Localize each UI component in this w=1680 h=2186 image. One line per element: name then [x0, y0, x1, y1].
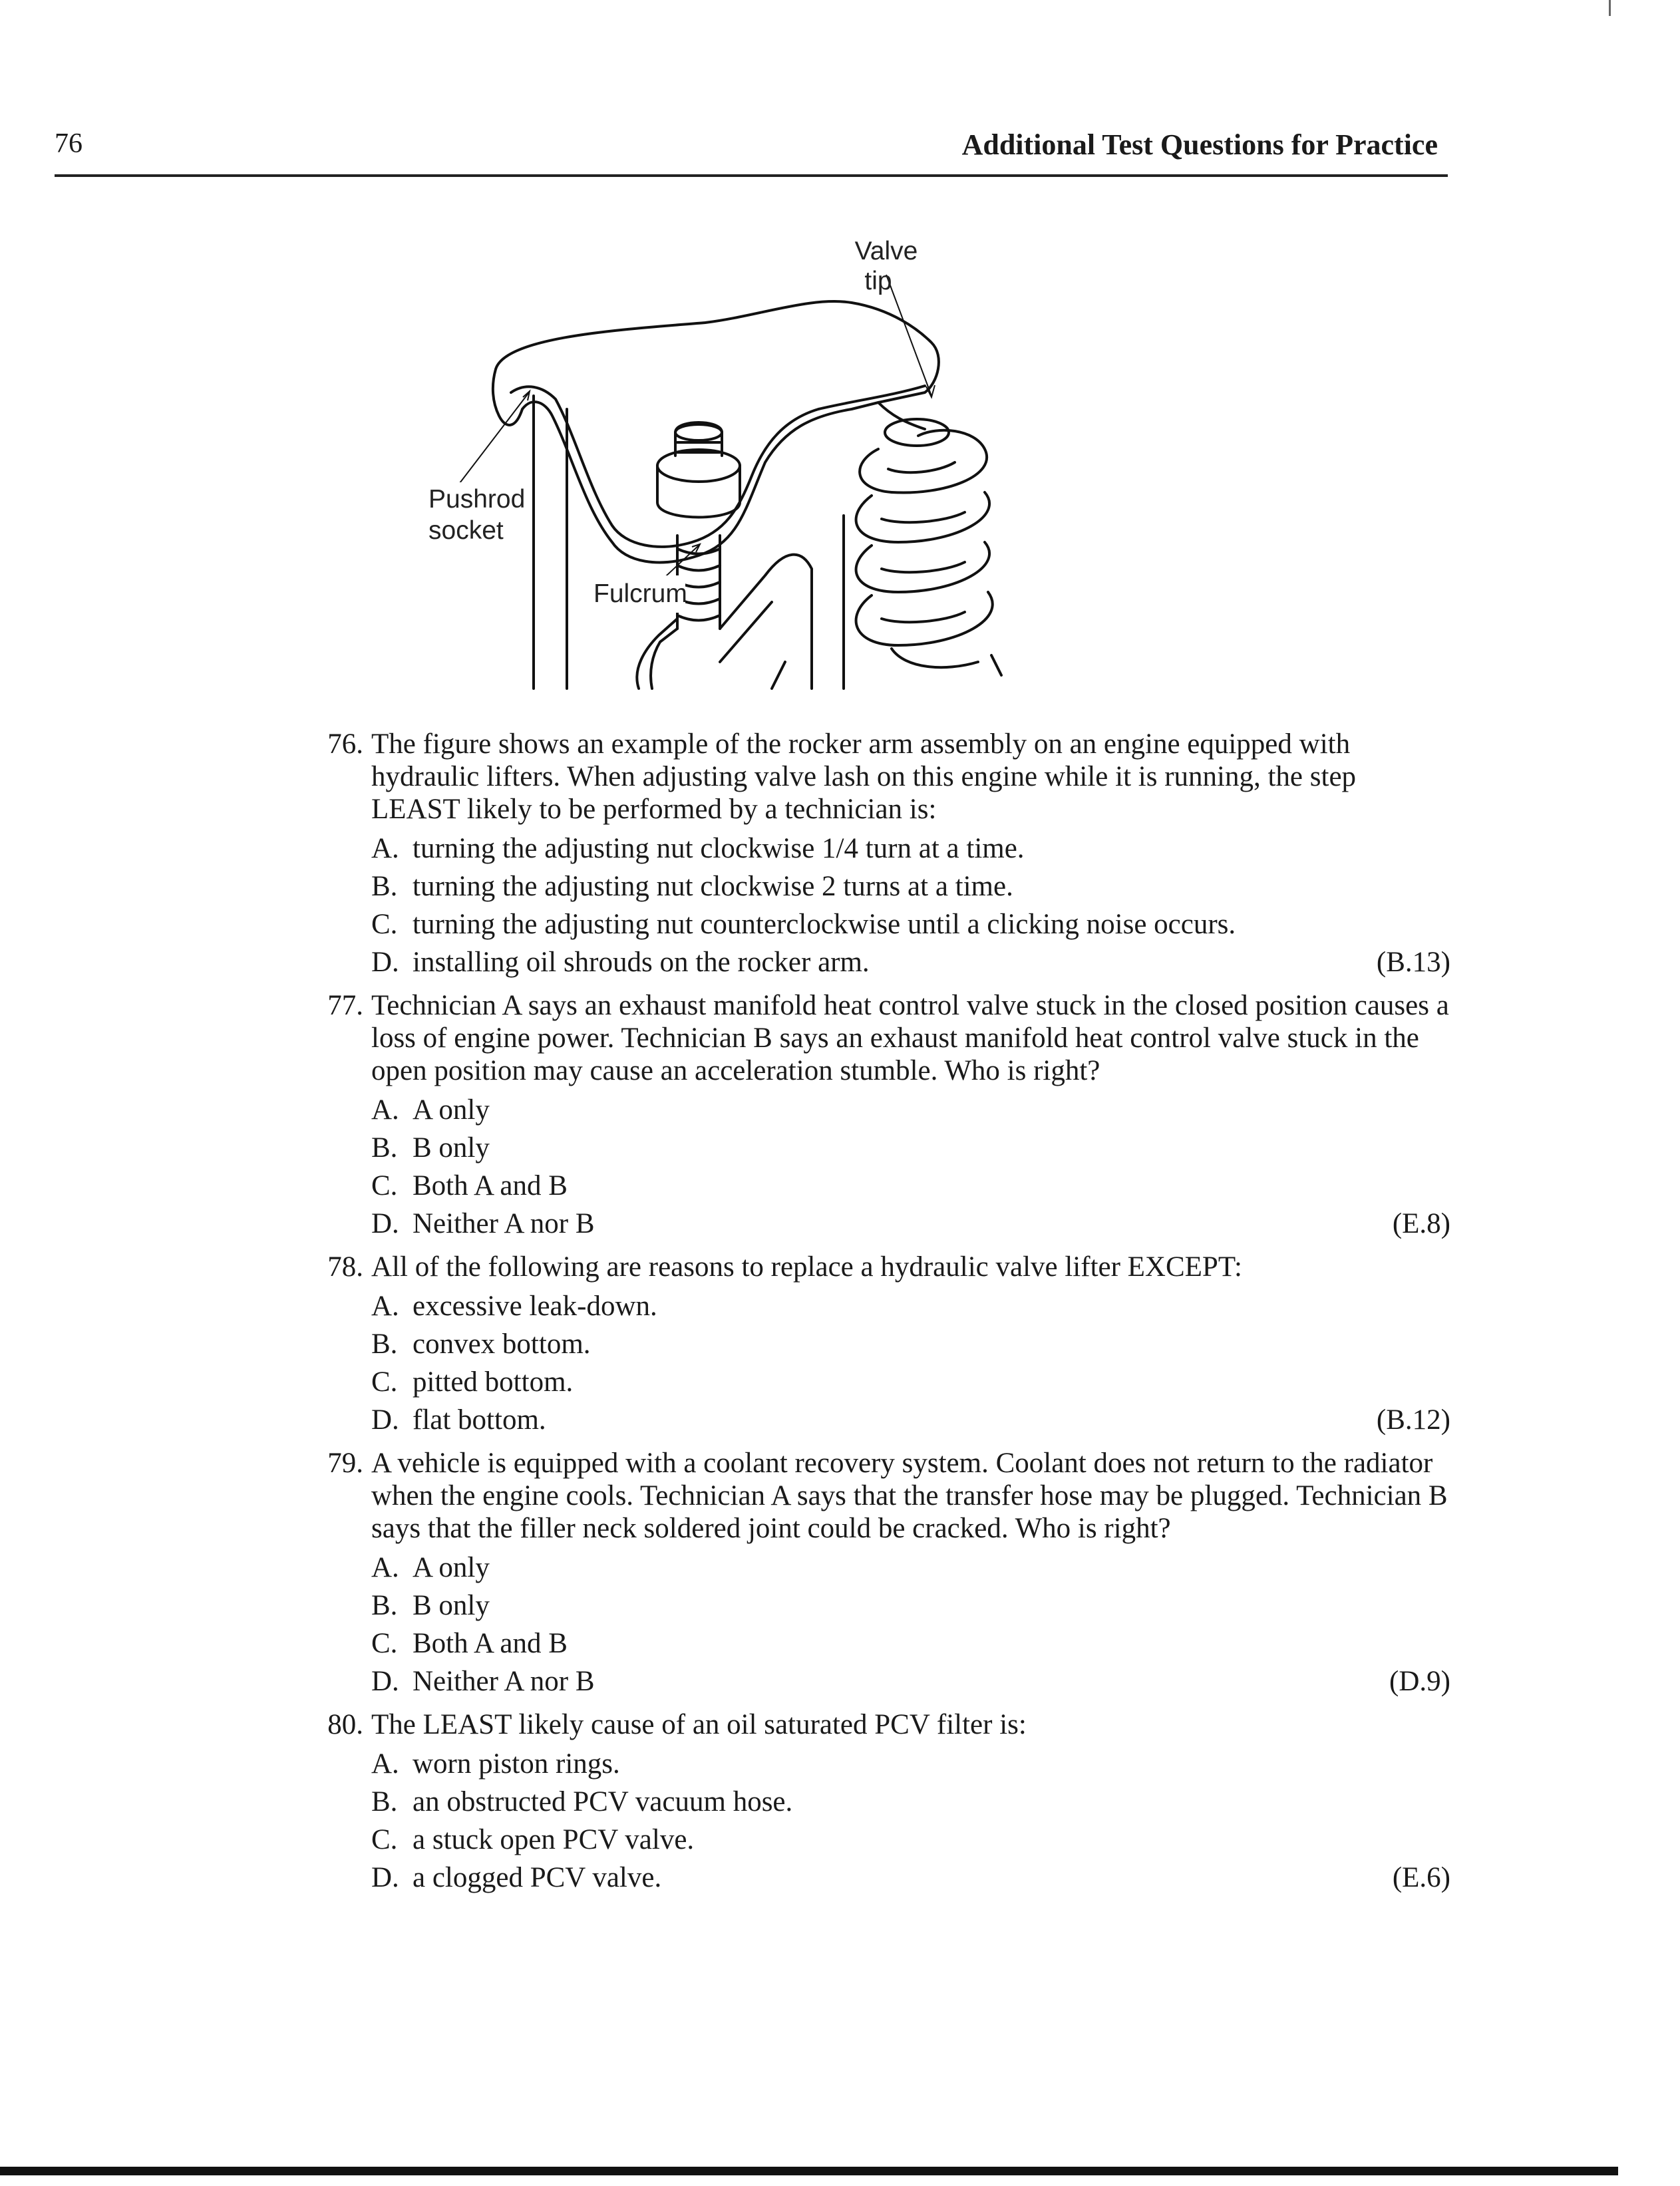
answer-option: [371, 1551, 1450, 1589]
option-letter: A.: [371, 1291, 399, 1322]
valve-stem-cap: [885, 419, 949, 446]
option-text: flat bottom.: [413, 1404, 546, 1436]
option-letter: B.: [371, 1786, 398, 1817]
option-text: pitted bottom.: [413, 1366, 574, 1398]
running-head: Additional Test Questions for Practice: [961, 128, 1438, 161]
page-number: 76: [55, 128, 83, 159]
option-text: turning the adjusting nut counterclockwise until a clicking noise occurs.: [413, 909, 1236, 940]
question-80: [311, 1708, 1450, 1899]
question-stem: Technician A says an exhaust manifold heat control valve stuck in the closed position causes a loss of engine power. Technician B says an exhaust manifold heat control valve stuck in the open position may cause an acceleration stumble. Who is right?: [371, 990, 1449, 1086]
rocker-arm-drawing: [413, 230, 1144, 695]
option-letter: B.: [371, 1132, 398, 1164]
question-79: [311, 1447, 1450, 1703]
option-text: a clogged PCV valve.: [413, 1862, 662, 1893]
fulcrum-nut-body: [657, 466, 740, 518]
option-letter: D.: [371, 1208, 399, 1239]
option-text: turning the adjusting nut clockwise 2 turns at a time.: [413, 871, 1013, 902]
question-stem: All of the following are reasons to replace a hydraulic valve lifter EXCEPT:: [371, 1251, 1242, 1283]
spring-coil-4: [856, 592, 993, 645]
task-reference: (E.8): [1392, 1208, 1450, 1239]
question-number: 77.: [327, 990, 363, 1021]
question-stem: A vehicle is equipped with a coolant recovery system. Coolant does not return to the radiator when the engine cools. Technician A says that the transfer hose may be plugged. Technician B says that the filler neck soldered joint could be cracked. Who is right?: [371, 1448, 1448, 1544]
question-stem: The figure shows an example of the rocker arm assembly on an engine equipped with hydraulic lifters. When adjusting valve lash on this engine while it is running, the step LEAST likely to be performed by a technician is:: [371, 728, 1357, 825]
option-text: Neither A nor B: [413, 1666, 595, 1697]
answer-option: [371, 1861, 1450, 1899]
option-letter: A.: [371, 833, 399, 864]
option-letter: C.: [371, 1366, 398, 1398]
spring-coil-2: [856, 492, 989, 542]
question-number: 78.: [327, 1251, 363, 1283]
stud-top-cap: [675, 424, 722, 440]
answer-option: [371, 1748, 1450, 1786]
answer-option: [371, 1132, 1450, 1170]
option-text: B only: [413, 1132, 490, 1164]
head-casting-left: [637, 619, 677, 689]
header-rule: [55, 174, 1448, 177]
option-letter: D.: [371, 947, 399, 978]
rocker-arm-outer: [493, 301, 939, 562]
option-letter: C.: [371, 1170, 398, 1201]
answer-option: [371, 946, 1450, 984]
option-letter: A.: [371, 1748, 399, 1780]
task-reference: (E.6): [1392, 1862, 1450, 1893]
answer-option: [371, 1665, 1450, 1703]
option-letter: B.: [371, 1590, 398, 1621]
question-77: [311, 989, 1450, 1245]
option-letter: A.: [371, 1094, 399, 1126]
option-letter: B.: [371, 871, 398, 902]
option-text: an obstructed PCV vacuum hose.: [413, 1786, 793, 1817]
fulcrum-nut-top: [657, 450, 740, 482]
answer-option: [371, 1404, 1450, 1442]
label-fulcrum: Fulcrum: [593, 579, 687, 608]
option-text: A only: [413, 1094, 490, 1126]
option-text: excessive leak-down.: [413, 1291, 657, 1322]
task-reference: (D.9): [1389, 1666, 1450, 1697]
option-letter: B.: [371, 1328, 398, 1360]
option-letter: C.: [371, 1824, 398, 1855]
option-letter: A.: [371, 1552, 399, 1583]
option-letter: C.: [371, 1628, 398, 1659]
option-text: worn piston rings.: [413, 1748, 620, 1780]
scan-edge-mark: [1609, 0, 1611, 16]
label-pushrod: Pushrod: [428, 485, 526, 514]
question-78: [311, 1251, 1450, 1442]
scan-bottom-border: [0, 2167, 1618, 2175]
label-tip: tip: [864, 267, 892, 295]
answer-option: [371, 1290, 1450, 1328]
option-text: B only: [413, 1590, 490, 1621]
option-text: A only: [413, 1552, 490, 1583]
spring-coil-1: [860, 430, 987, 493]
option-letter: D.: [371, 1404, 399, 1436]
question-number: 80.: [327, 1709, 363, 1740]
answer-option: [371, 1207, 1450, 1245]
option-text: turning the adjusting nut clockwise 1/4 turn at a time.: [413, 833, 1025, 864]
label-socket: socket: [428, 516, 504, 545]
option-text: a stuck open PCV valve.: [413, 1824, 695, 1855]
option-letter: C.: [371, 909, 398, 940]
answer-option: [371, 1328, 1450, 1366]
answer-option: [371, 1589, 1450, 1627]
option-text: installing oil shrouds on the rocker arm.: [413, 947, 870, 978]
answer-option: [371, 1094, 1450, 1132]
answer-option: [371, 1786, 1450, 1823]
label-valve: Valve: [854, 237, 918, 265]
head-casting-right: [720, 555, 812, 689]
question-stem: The LEAST likely cause of an oil saturated PCV filter is:: [371, 1709, 1027, 1740]
task-reference: (B.13): [1376, 947, 1450, 978]
answer-option: [371, 1170, 1450, 1207]
question-number: 79.: [327, 1448, 363, 1479]
answer-option: [371, 870, 1450, 908]
valve-tip-edge: [878, 402, 925, 429]
option-text: convex bottom.: [413, 1328, 591, 1360]
head-casting-lines: [720, 602, 785, 689]
spring-coil-3: [856, 542, 989, 592]
answer-option: [371, 1627, 1450, 1665]
task-reference: (B.12): [1376, 1404, 1450, 1436]
question-list: [311, 728, 1450, 1905]
answer-option: [371, 1366, 1450, 1404]
answer-option: [371, 908, 1450, 946]
question-76: [311, 728, 1450, 984]
answer-option: [371, 1823, 1450, 1861]
answer-option: [371, 832, 1450, 870]
question-number: 76.: [327, 728, 363, 760]
option-text: Both A and B: [413, 1628, 568, 1659]
rocker-arm-figure: [413, 230, 1144, 695]
option-text: Both A and B: [413, 1170, 568, 1201]
option-text: Neither A nor B: [413, 1208, 595, 1239]
spring-coil-5: [892, 649, 1001, 675]
pushrod-socket-leader: [458, 392, 529, 486]
option-letter: D.: [371, 1666, 399, 1697]
option-letter: D.: [371, 1862, 399, 1893]
